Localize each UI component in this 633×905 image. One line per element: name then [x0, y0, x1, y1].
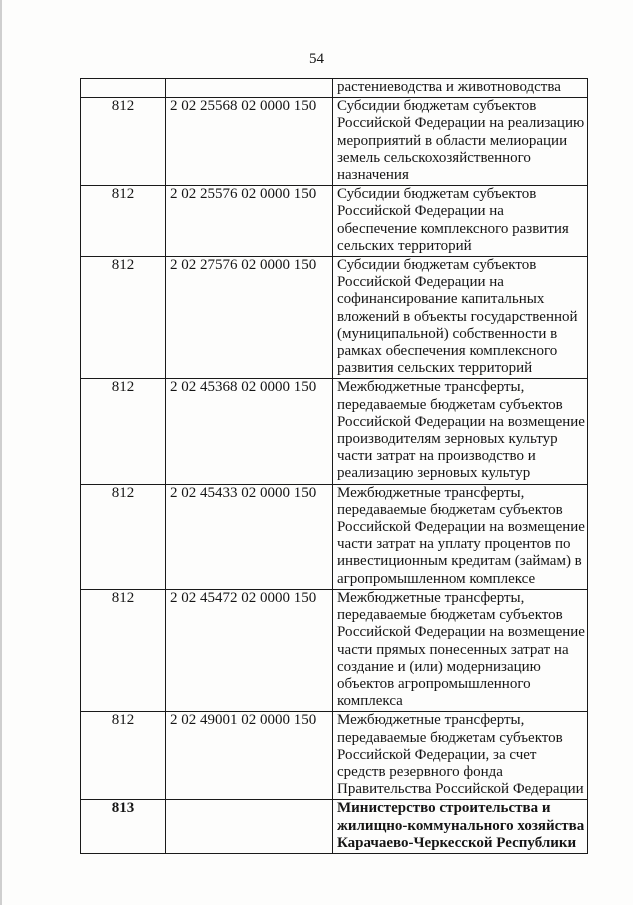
admin-code-cell: 813 [81, 800, 166, 854]
budget-code-cell: 2 02 25576 02 0000 150 [166, 186, 333, 257]
table-row [81, 589, 588, 711]
table-row [81, 712, 588, 800]
admin-code-cell [81, 79, 166, 98]
page-number: 54 [309, 51, 324, 67]
budget-code-cell: 2 02 45433 02 0000 150 [166, 484, 333, 589]
description-cell: Межбюджетные трансферты, передаваемые бюджетам субъектов Российской Федерации на возмещение части затрат на уплату процентов по инвестиционным кредитам (займам) в агропромышленном комплексе [333, 484, 588, 589]
budget-code-cell: 2 02 49001 02 0000 150 [166, 712, 333, 800]
admin-code-cell: 812 [81, 484, 166, 589]
budget-table [80, 78, 588, 854]
admin-code-cell: 812 [81, 589, 166, 711]
table-row [81, 257, 588, 379]
description-cell: Межбюджетные трансферты, передаваемые бюджетам субъектов Российской Федерации на возмещение производителям зерновых культур части затрат на производство и реализацию зерновых культур [333, 379, 588, 484]
scan-edge [0, 0, 2, 905]
table-row [81, 79, 588, 98]
budget-code-cell: 2 02 25568 02 0000 150 [166, 98, 333, 186]
table-row [81, 98, 588, 186]
table-row [81, 186, 588, 257]
description-cell: Субсидии бюджетам субъектов Российской Федерации на софинансирование капитальных вложений в объекты государственной (муниципальной) собственности в рамках обеспечения комплексного развития сельских территорий [333, 257, 588, 379]
description-cell: Субсидии бюджетам субъектов Российской Федерации на реализацию мероприятий в области мелиорации земель сельскохозяйственного назначения [333, 98, 588, 186]
ministry-name-cell: Министерство строительства и жилищно-коммунального хозяйства Карачаево-Черкесской Республики [333, 800, 588, 854]
budget-code-cell: 2 02 45472 02 0000 150 [166, 589, 333, 711]
admin-code-cell: 812 [81, 712, 166, 800]
admin-code-cell: 812 [81, 379, 166, 484]
admin-code-cell: 812 [81, 98, 166, 186]
admin-code-cell: 812 [81, 257, 166, 379]
budget-code-cell: 2 02 45368 02 0000 150 [166, 379, 333, 484]
budget-table-body [81, 79, 588, 854]
table-row [81, 484, 588, 589]
admin-code-cell: 812 [81, 186, 166, 257]
budget-code-cell [166, 79, 333, 98]
table-row [81, 379, 588, 484]
description-cell: Межбюджетные трансферты, передаваемые бюджетам субъектов Российской Федерации, за счет средств резервного фонда Правительства Российской Федерации [333, 712, 588, 800]
description-cell: растениеводства и животноводства [333, 79, 588, 98]
budget-code-cell [166, 800, 333, 854]
budget-code-cell: 2 02 27576 02 0000 150 [166, 257, 333, 379]
description-cell: Субсидии бюджетам субъектов Российской Федерации на обеспечение комплексного развития сельских территорий [333, 186, 588, 257]
description-cell: Межбюджетные трансферты, передаваемые бюджетам субъектов Российской Федерации на возмещение части прямых понесенных затрат на создание и (или) модернизацию объектов агропромышленного комплекса [333, 589, 588, 711]
ministry-header-row [81, 800, 588, 854]
